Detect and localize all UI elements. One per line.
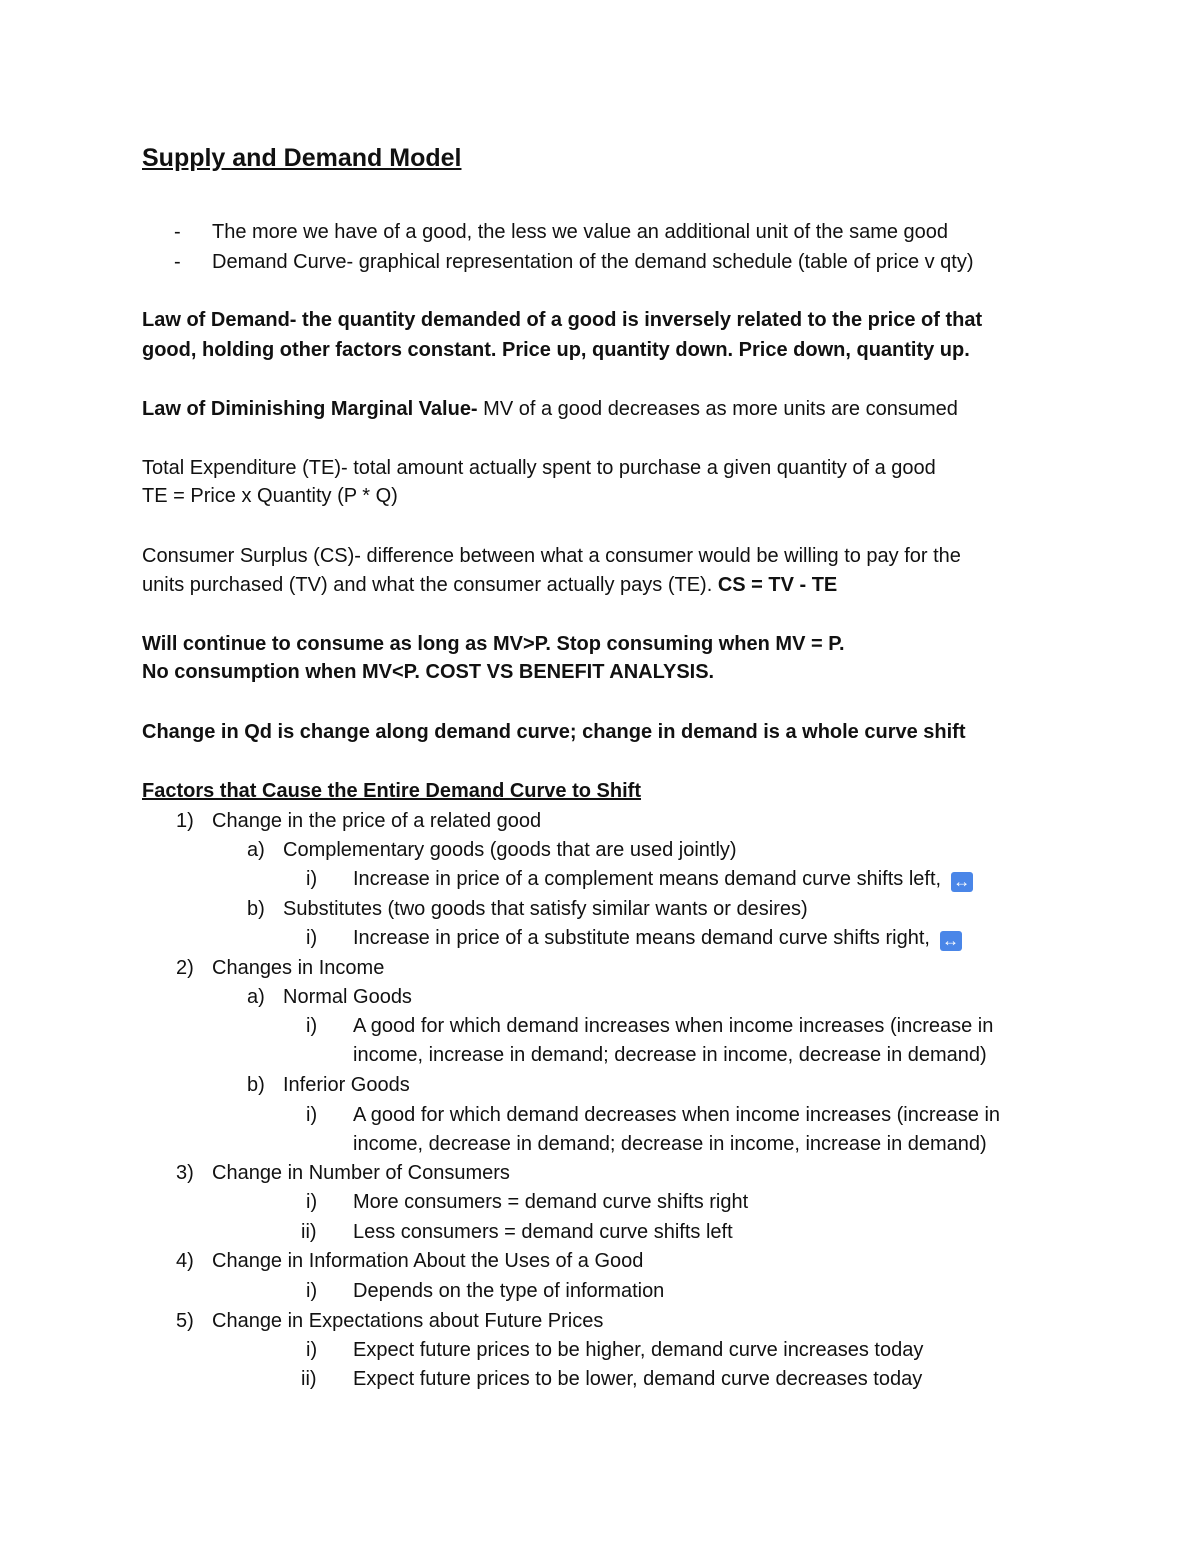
page-title: Supply and Demand Model xyxy=(142,144,462,172)
cs-paragraph xyxy=(142,572,837,598)
list-item: Change in Information About the Uses of a Good xyxy=(212,1250,644,1272)
law-of-demand-line: Law of Demand- the quantity demanded of a good is inversely related to the price of that xyxy=(142,309,983,331)
te-formula: TE = Price x Quantity (P * Q) xyxy=(142,485,398,507)
list-marker: ii) xyxy=(301,1221,317,1243)
list-item-text: Increase in price of a complement means demand curve shifts left, xyxy=(353,868,942,890)
intro-bullet: The more we have of a good, the less we value an additional unit of the same good xyxy=(212,221,949,243)
bullet-dash: - xyxy=(174,251,181,273)
te-definition: Total Expenditure (TE)- total amount actually spent to purchase a given quantity of a good xyxy=(142,457,936,479)
list-item: Inferior Goods xyxy=(283,1074,410,1096)
list-marker: 2) xyxy=(176,957,194,979)
list-item: More consumers = demand curve shifts right xyxy=(353,1191,749,1213)
left-right-arrow-icon: ↔ xyxy=(951,872,973,892)
list-marker: i) xyxy=(306,1280,318,1302)
list-item: Complementary goods (goods that are used jointly) xyxy=(283,839,737,861)
intro-bullet: Demand Curve- graphical representation of the demand schedule (table of price v qty) xyxy=(212,251,974,273)
list-marker: i) xyxy=(306,1015,318,1037)
list-marker: i) xyxy=(306,1339,318,1361)
list-marker: 3) xyxy=(176,1162,194,1184)
list-marker: 5) xyxy=(176,1310,194,1332)
cs-definition-cont: units purchased (TV) and what the consumer actually pays (TE). xyxy=(142,574,718,596)
list-marker: ii) xyxy=(301,1368,317,1390)
list-item: Less consumers = demand curve shifts left xyxy=(353,1221,733,1243)
list-item-cont: income, increase in demand; decrease in income, decrease in demand) xyxy=(353,1044,987,1066)
list-item xyxy=(353,866,973,892)
list-marker: 4) xyxy=(176,1250,194,1272)
list-marker: i) xyxy=(306,1191,318,1213)
list-item: Change in Expectations about Future Prices xyxy=(212,1310,604,1332)
list-marker: 1) xyxy=(176,810,194,832)
change-in-qd-note: Change in Qd is change along demand curve; change in demand is a whole curve shift xyxy=(142,721,966,743)
law-of-demand-line: good, holding other factors constant. Price up, quantity down. Price down, quantity up. xyxy=(142,339,970,361)
left-right-arrow-icon: ↔ xyxy=(940,931,962,951)
list-marker: b) xyxy=(247,898,265,920)
consume-rule: Will continue to consume as long as MV>P. Stop consuming when MV = P. xyxy=(142,633,845,655)
list-marker: a) xyxy=(247,839,265,861)
list-marker: b) xyxy=(247,1074,265,1096)
factors-heading: Factors that Cause the Entire Demand Curve to Shift xyxy=(142,780,641,802)
list-item-cont: income, decrease in demand; decrease in income, increase in demand) xyxy=(353,1133,987,1155)
dmv-text: MV of a good decreases as more units are consumed xyxy=(477,398,958,420)
list-item: Substitutes (two goods that satisfy similar wants or desires) xyxy=(283,898,808,920)
list-item: Expect future prices to be lower, demand curve decreases today xyxy=(353,1368,923,1390)
list-item xyxy=(353,925,962,951)
list-item: Depends on the type of information xyxy=(353,1280,665,1302)
list-item: Expect future prices to be higher, demand curve increases today xyxy=(353,1339,924,1361)
dmv-label: Law of Diminishing Marginal Value- xyxy=(142,398,478,420)
list-marker: i) xyxy=(306,927,318,949)
dmv-paragraph xyxy=(142,396,958,422)
list-item: Change in Number of Consumers xyxy=(212,1162,510,1184)
bullet-dash: - xyxy=(174,221,181,243)
cs-formula: CS = TV - TE xyxy=(717,574,838,596)
list-item: Change in the price of a related good xyxy=(212,810,542,832)
list-item-text: Increase in price of a substitute means demand curve shifts right, xyxy=(353,927,930,949)
list-marker: a) xyxy=(247,986,265,1008)
list-marker: i) xyxy=(306,868,318,890)
list-item: Changes in Income xyxy=(212,957,385,979)
consume-rule: No consumption when MV<P. COST VS BENEFIT ANALYSIS. xyxy=(142,661,715,683)
list-item: A good for which demand decreases when income increases (increase in xyxy=(353,1104,1001,1126)
list-item: A good for which demand increases when income increases (increase in xyxy=(353,1015,994,1037)
cs-definition: Consumer Surplus (CS)- difference between what a consumer would be willing to pay for the xyxy=(142,545,961,567)
list-item: Normal Goods xyxy=(283,986,412,1008)
list-marker: i) xyxy=(306,1104,318,1126)
